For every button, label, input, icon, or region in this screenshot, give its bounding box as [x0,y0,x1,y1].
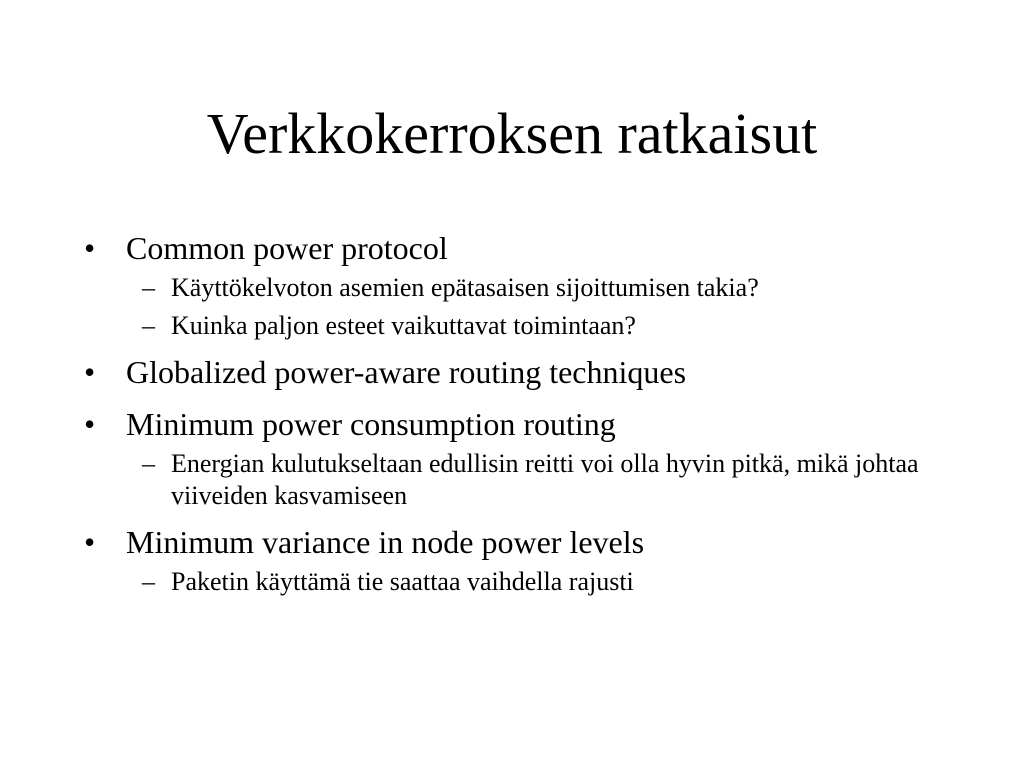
sub-bullet-text: Kuinka paljon esteet vaikuttavat toimintaan? [171,311,636,340]
sub-bullet-marker: – [142,449,155,478]
sub-bullet-list [126,566,964,598]
sub-bullet-item [126,566,964,598]
bullet-marker: • [84,230,96,266]
bullet-text: Minimum power consumption routing [126,406,616,442]
bullet-item [84,520,964,598]
sub-bullet-list [126,448,964,512]
sub-bullet-item [126,310,964,342]
sub-bullet-text: Käyttökelvoton asemien epätasaisen sijoittumisen takia? [171,273,759,302]
bullet-marker: • [84,524,96,560]
bullet-item [84,402,964,512]
sub-bullet-marker: – [142,273,155,302]
sub-bullet-item [126,272,964,304]
sub-bullet-marker: – [142,311,155,340]
slide-title: Verkkokerroksen ratkaisut [206,101,818,166]
bullet-item [84,226,964,342]
bullet-text: Globalized power-aware routing techniques [126,354,687,390]
bullet-marker: • [84,406,96,442]
sub-bullet-list [126,272,964,342]
bullet-marker: • [84,354,96,390]
sub-bullet-text: Energian kulutukseltaan edullisin reitti voi olla hyvin pitkä, mikä johtaa viiveiden kasvamiseen [171,449,919,510]
sub-bullet-item [126,448,964,512]
sub-bullet-marker: – [142,567,155,596]
bullet-text: Common power protocol [126,230,448,266]
sub-bullet-text: Paketin käyttämä tie saattaa vaihdella rajusti [171,567,634,596]
bullet-list [84,226,964,606]
bullet-text: Minimum variance in node power levels [126,524,645,560]
bullet-item [84,350,964,394]
